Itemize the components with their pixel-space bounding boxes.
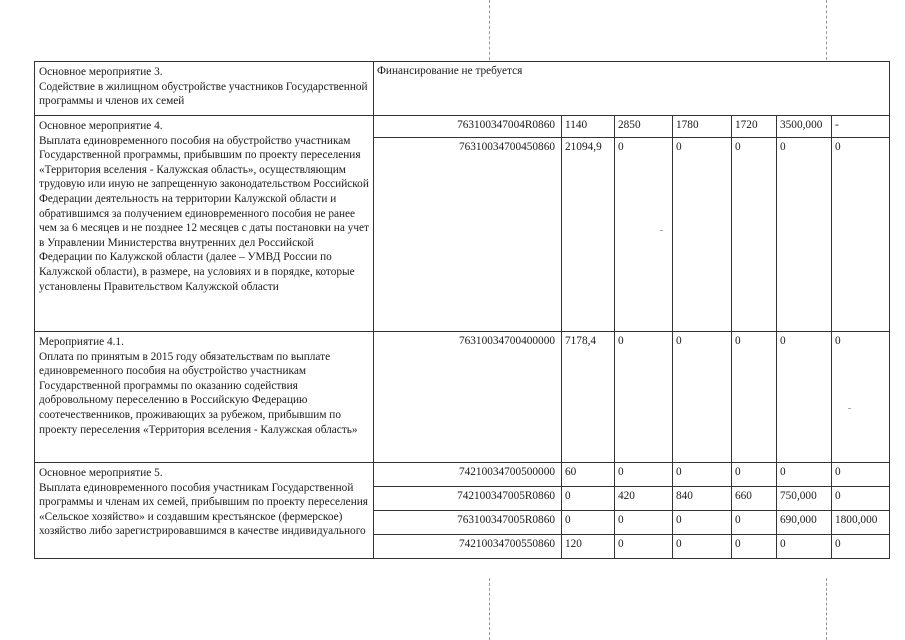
value-cell: 0 — [832, 463, 890, 487]
measure-cell — [35, 332, 374, 463]
budget-code: 74210034700550860 — [374, 535, 562, 559]
value-cell: 120 — [562, 535, 615, 559]
funding-note: Финансирование не требуется — [374, 62, 890, 116]
budget-code: 763100347005R0860 — [374, 511, 562, 535]
value-cell: 21094,9 — [562, 138, 615, 332]
table-row — [35, 62, 890, 116]
value-cell: 0 — [562, 511, 615, 535]
value-cell: 0 — [832, 138, 890, 332]
value-cell: 420 — [615, 487, 673, 511]
measure-title: Основное мероприятие 3. — [39, 66, 163, 78]
measure-title: Мероприятие 4.1. — [39, 336, 124, 348]
value-cell: 1800,000 — [832, 511, 890, 535]
budget-code: 76310034700450860 — [374, 138, 562, 332]
value-cell: 0 — [615, 138, 673, 332]
scan-fold-line — [826, 0, 827, 60]
program-funding-table — [34, 61, 890, 559]
measure-description: Содействие в жилищном обустройстве участников Государственной программы и членов их семей — [39, 80, 368, 108]
value-cell: 1780 — [673, 116, 732, 138]
budget-code: 742100347005R0860 — [374, 487, 562, 511]
scan-speck — [660, 230, 663, 231]
scan-fold-line — [489, 0, 490, 60]
value-cell: 0 — [673, 511, 732, 535]
value-cell: 0 — [673, 535, 732, 559]
table-row — [35, 463, 890, 487]
value-cell: 0 — [732, 463, 777, 487]
measure-cell — [35, 463, 374, 559]
value-cell: 0 — [673, 463, 732, 487]
value-cell: - — [832, 116, 890, 138]
measure-cell — [35, 62, 374, 116]
value-cell: 0 — [615, 511, 673, 535]
value-cell: 0 — [732, 535, 777, 559]
value-cell: 840 — [673, 487, 732, 511]
measure-cell — [35, 116, 374, 332]
value-cell: 0 — [615, 332, 673, 463]
value-cell: 2850 — [615, 116, 673, 138]
value-cell: 0 — [732, 138, 777, 332]
value-cell: 0 — [673, 332, 732, 463]
measure-description: Выплата единовременного пособия на обустройство участникам Государственной программы, прибывшим по проекту переселения «Территория вселения - Калужская область», осуществляющим трудовую или иную не запрещенную законодательством Российской Федерации деятельность на территории Калужской области и обратившимся за получением единовременного пособия не ранее чем за 6 месяцев и не позднее 12 месяцев с даты постановки на учет в Управлении Министерства внутренних дел Российской Федерации по Калужской области (далее – УМВД России по Калужской области), в размере, на условиях и в порядке, которые установлены Правительством Калужской области — [39, 134, 369, 293]
value-cell: 1140 — [562, 116, 615, 138]
measure-title: Основное мероприятие 5. — [39, 467, 163, 479]
value-cell: 60 — [562, 463, 615, 487]
value-cell: 0 — [562, 487, 615, 511]
value-cell: 0 — [615, 463, 673, 487]
value-cell: 660 — [732, 487, 777, 511]
value-cell: 690,000 — [777, 511, 832, 535]
table-row — [35, 332, 890, 463]
scan-fold-line — [489, 578, 490, 640]
value-cell: 0 — [673, 138, 732, 332]
value-cell: 0 — [832, 535, 890, 559]
value-cell: 0 — [777, 535, 832, 559]
value-cell: 0 — [777, 332, 832, 463]
value-cell: 0 — [732, 511, 777, 535]
value-cell: 3500,000 — [777, 116, 832, 138]
value-cell: 0 — [832, 332, 890, 463]
value-cell: 0 — [832, 487, 890, 511]
value-cell: 750,000 — [777, 487, 832, 511]
value-cell: 0 — [615, 535, 673, 559]
measure-description: Выплата единовременного пособия участникам Государственной программы и членам их семей, прибывшим по проекту переселения «Сельское хозяйство» и создавшим крестьянское (фермерское) хозяйство либо зарегистрировавшимся в качестве индивидуального — [39, 481, 368, 538]
scan-fold-line — [826, 578, 827, 640]
value-cell: 0 — [777, 138, 832, 332]
value-cell: 7178,4 — [562, 332, 615, 463]
budget-code: 763100347004R0860 — [374, 116, 562, 138]
scan-speck — [848, 408, 851, 409]
value-cell: 1720 — [732, 116, 777, 138]
value-cell: 0 — [732, 332, 777, 463]
value-cell: 0 — [777, 463, 832, 487]
budget-code: 76310034700400000 — [374, 332, 562, 463]
table-row — [35, 116, 890, 138]
measure-description: Оплата по принятым в 2015 году обязательствам по выплате единовременного пособия на обустройство участникам Государственной программы по оказанию содействия добровольному переселению в Российскую Федерацию соотечественников, проживающих за рубежом, прибывшим по проекту переселения «Территория вселения - Калужская область» — [39, 350, 358, 436]
budget-code: 74210034700500000 — [374, 463, 562, 487]
measure-title: Основное мероприятие 4. — [39, 120, 163, 132]
